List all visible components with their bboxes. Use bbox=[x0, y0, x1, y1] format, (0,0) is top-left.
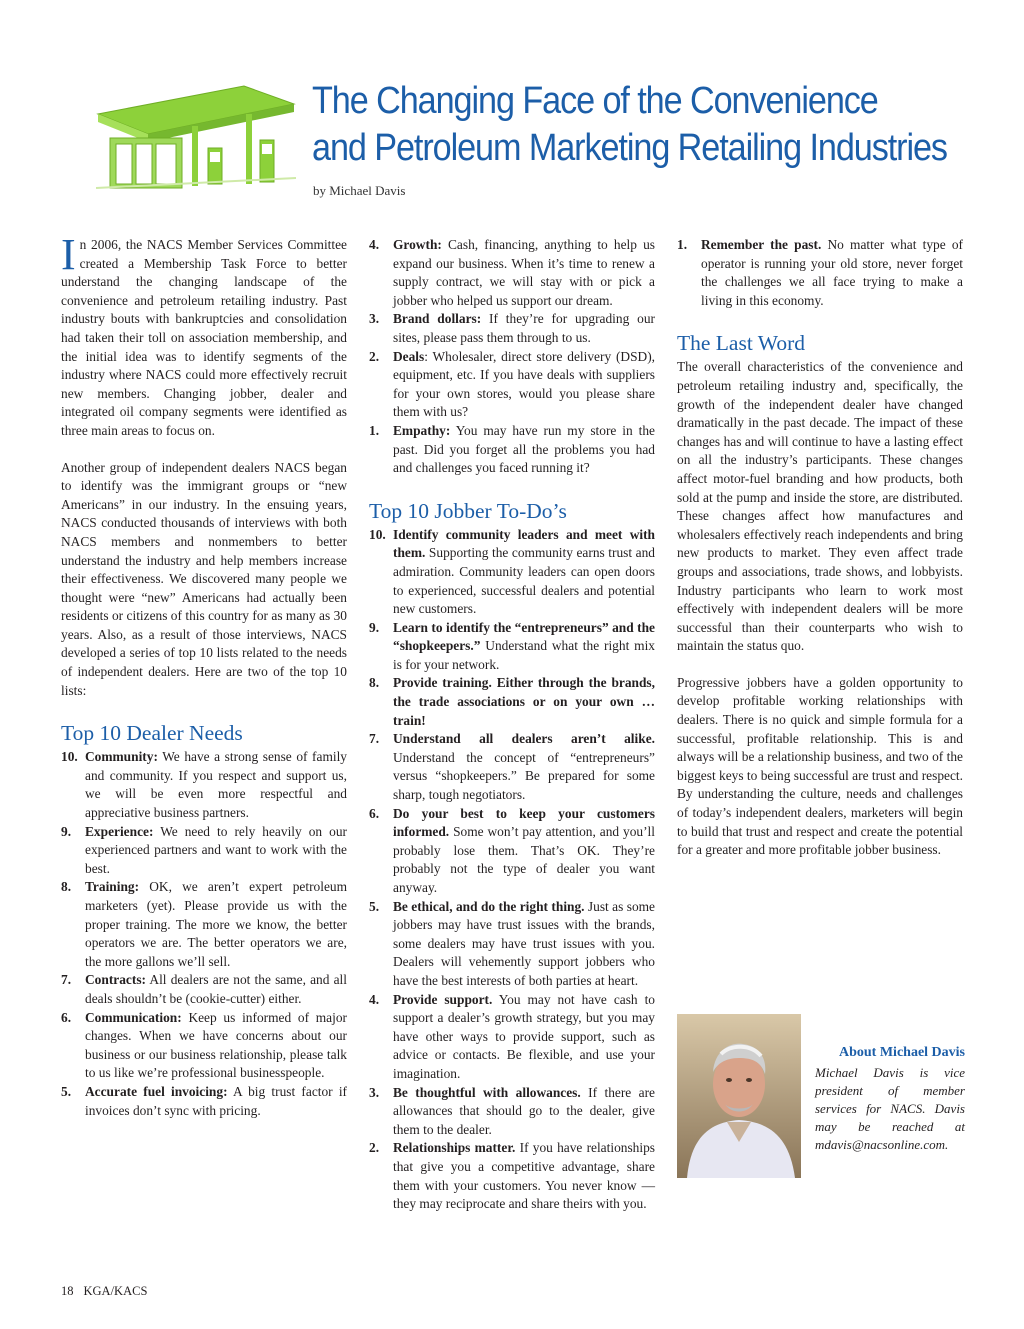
jobber-todos-list bbox=[369, 526, 655, 1214]
list-item: 7. Understand all dealers aren’t alike. Understand the concept of “entrepreneurs” versus “shopkeepers.” Be prepared for some sharp, tough negotiators. bbox=[369, 731, 655, 803]
bio-body: Michael Davis is vice president of member services for NACS. Davis may be reached at mdavis@nacsonline.com. bbox=[815, 1065, 965, 1152]
list-item: 8. Training: OK, we aren’t expert petroleum marketers (yet). Please provide us with the proper training. The more we know, the better operators we are. The better operators we are, the more gallons we’ll sell. bbox=[61, 879, 347, 969]
list-item: 6. Do your best to keep your customers informed. Some won’t pay attention, and you’ll probably lose them. That’s OK. They’re probably not the type of dealer you want anyway. bbox=[369, 805, 655, 895]
list-item: 9. Learn to identify the “entrepreneurs” and the “shopkeepers.” Understand what the right mix is for your network. bbox=[369, 619, 655, 672]
article-title bbox=[312, 78, 947, 172]
list-item: 3. Brand dollars: If they’re for upgrading our sites, please pass them through to us. bbox=[369, 311, 655, 345]
last-word-paragraph-1: The overall characteristics of the convenience and petroleum retailing industry and, specifically, the growth of the independent dealer have changed dramatically in the past decade. The impact of these changes has and will continue to have a lasting effect on all the industry’s participants. These changes affect motor-fuel branding and how products, both sold at the pump and inside the store, are distributed. These changes affect how manufactures and wholesalers effectively reach independents and bring new products to market. They even affect trade groups and associations, trade shows, and lobbyists. Industry participants who learn to work most effectively with independent dealers will be more successful than their counterparts who wish to maintain the status quo. bbox=[677, 359, 963, 654]
list-item: 4. Growth: Cash, financing, anything to help us expand our business. When it’s time to renew a supply contract, we will stay with or pick a jobber who helped us support our dream. bbox=[369, 237, 655, 308]
dealer-needs-list-continued bbox=[369, 236, 655, 478]
list-item: 6. Communication: Keep us informed of major changes. When we have concerns about our business or our business relationship, please talk to us like we’re professional businesspeople. bbox=[61, 1009, 347, 1081]
last-word-paragraph-2: Progressive jobbers have a golden opportunity to develop profitable working relationships with dealers. There is no quick and simple formula for a successful, profitable relationship. This is and always will be a relationship business, and two of the biggest keys to being successful are trust and respect. By understanding the culture, needs and challenges of today’s independent dealers, marketers will begin to build that trust and respect and create the potential for a greater and more profitable jobber business. bbox=[677, 674, 963, 858]
bio-text bbox=[815, 1044, 965, 1154]
list-item: 4. Provide support. You may not have cash to support a dealer’s growth strategy, but you may have other ways to provide support, such as advice or contacts. Be flexible, and use your imagination. bbox=[369, 991, 655, 1081]
title-line-1: The Changing Face of the Convenience bbox=[312, 80, 878, 122]
author-bio bbox=[677, 1014, 965, 1179]
page-number: 18 bbox=[61, 1284, 74, 1298]
list-item: 3. Be thoughtful with allowances. If there are allowances that should go to the dealer, give them to the dealer. bbox=[369, 1084, 655, 1137]
intro-paragraph-1: In 2006, the NACS Member Services Committee created a Membership Task Force to better understand the changing landscape of the convenience and petroleum retailing industry. Past industry bouts with bankruptcies and consolidation had taken their toll on association membership, and the initial idea was to identify segments of the industry where NACS could more effectively recruit new members. Changing jobber, dealer and integrated oil company segments were identified as three main areas to focus on. bbox=[61, 230, 347, 438]
intro-paragraph-2: Another group of independent dealers NACS began to identify was the immigrant groups or “new Americans” in our industry. In the ensuing years, NACS conducted thousands of interviews with both NACS members and nonmembers to better understand the industry and help members increase their effectiveness. We discovered many people we thought were “new” Americans had actually been residents or citizens of this country for as many as 30 years. Also, as a result of those interviews, NACS developed a series of top 10 lists related to the needs of independent dealers. Here are two of the top 10 lists: bbox=[61, 459, 347, 698]
list-item: 5. Accurate fuel invoicing: A big trust factor if invoices don’t sync with pricing. bbox=[61, 1083, 348, 1118]
column-1 bbox=[61, 230, 348, 1120]
list-item: 1. Remember the past. No matter what type of operator is running your old store, never forget the challenges we all face trying to make a living in this economy. bbox=[677, 237, 964, 308]
byline: by Michael Davis bbox=[313, 183, 406, 198]
list-item: 10. Identify community leaders and meet with them. Supporting the community earns trust and admiration. Community leaders can open doors to experienced, successful dealers and potential new customers. bbox=[369, 526, 655, 617]
drop-cap: I bbox=[61, 230, 76, 279]
list-item: 5. Be ethical, and do the right thing. Just as some jobbers may have trust issues with the brands, some dealers may have trust issues with you. Dealers will vehemently support jobbers who have the best interests of both parties at heart. bbox=[369, 898, 655, 988]
jobber-todos-list-continued bbox=[677, 236, 963, 310]
author-photo bbox=[677, 1014, 801, 1178]
last-word-heading: The Last Word bbox=[677, 331, 806, 356]
column-3 bbox=[677, 236, 963, 860]
dealer-needs-list bbox=[61, 748, 347, 1120]
list-item: 10. Community: We have a strong sense of family and community. If you respect and support us, we will be even more respectful and appreciative business partners. bbox=[61, 749, 347, 821]
publication-name: KGA/KACS bbox=[83, 1284, 148, 1298]
gas-station-illustration bbox=[96, 78, 296, 190]
list-item: 1. Empathy: You may have run my store in the past. Did you forget all the problems you had and challenges you faced running it? bbox=[369, 422, 655, 476]
list-item: 8. Provide training. Either through the brands, the trade associations or on your own … train! bbox=[369, 675, 655, 728]
jobber-todos-heading: Top 10 Jobber To-Do’s bbox=[369, 498, 567, 523]
list-item: 7. Contracts: All dealers are not the same, and all deals shouldn’t be (cookie-cutter) either. bbox=[61, 972, 347, 1006]
column-2 bbox=[369, 236, 655, 1214]
list-item: 9. Experience: We need to rely heavily on our experienced partners and want to work with the best. bbox=[61, 823, 347, 876]
page-footer bbox=[61, 1284, 147, 1299]
bio-heading: About Michael Davis bbox=[839, 1045, 965, 1060]
dealer-needs-heading: Top 10 Dealer Needs bbox=[61, 721, 243, 746]
title-line-2: and Petroleum Marketing Retailing Industries bbox=[312, 127, 947, 169]
list-item: 2. Deals: Wholesaler, direct store delivery (DSD), equipment, etc. If you have deals with suppliers for your own stores, would you please share them with us? bbox=[369, 348, 655, 420]
list-item: 2. Relationships matter. If you have relationships that give you a competitive advantage, share them with your customers. You never know — they may reciprocate and share theirs with you. bbox=[369, 1140, 655, 1212]
